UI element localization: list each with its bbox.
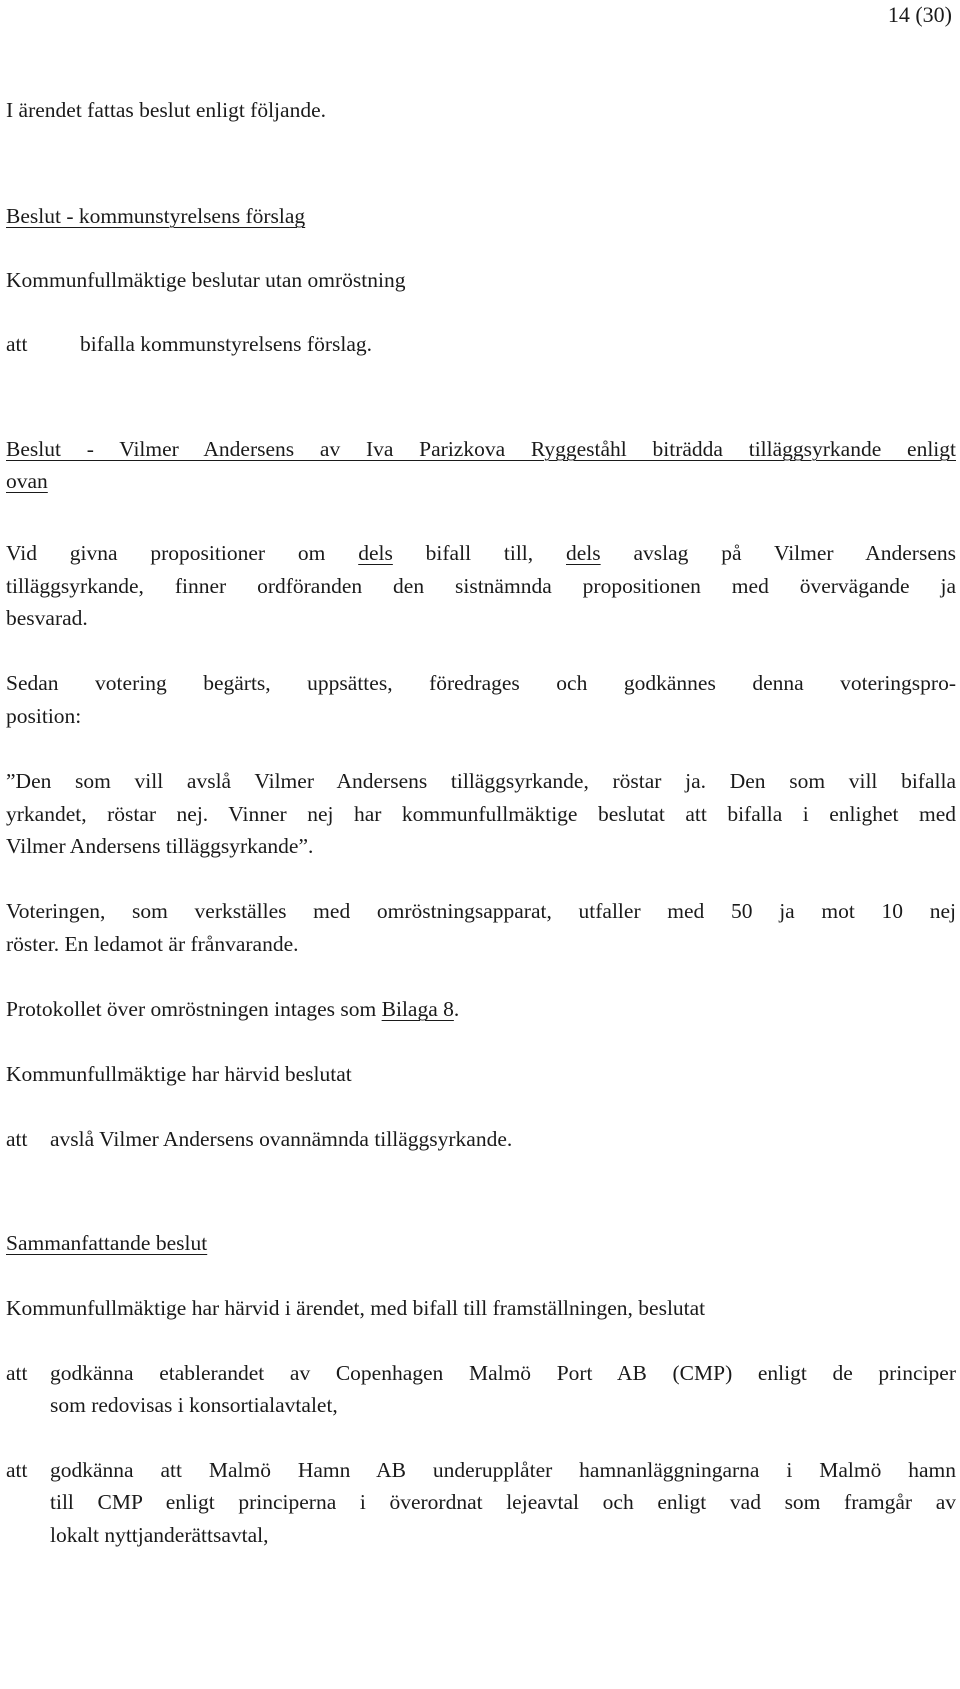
paragraph-line: röster. En ledamot är frånvarande. — [6, 932, 299, 956]
paragraph-line: position: — [6, 704, 82, 728]
page-number: 14 (30) — [887, 2, 952, 27]
paragraph-line: Vid givna propositioner om dels bifall till, dels avslag på Vilmer Andersens — [6, 541, 956, 565]
paragraph-line: Voteringen, som verkställes med omröstningsapparat, utfaller med 50 ja mot 10 nej — [6, 899, 956, 923]
att-clause: godkänna att Malmö Hamn AB underupplåter hamnanläggningarna i Malmö hamn — [50, 1458, 956, 1482]
paragraph-line: Kommunfullmäktige har härvid beslutat — [6, 1062, 352, 1086]
section-heading-kommunstyrelsens-forslag: Beslut - kommunstyrelsens förslag — [6, 204, 306, 228]
att-label: att — [6, 1458, 28, 1482]
paragraph-line: tilläggsyrkande, finner ordföranden den sistnämnda propositionen med övervägande ja — [6, 574, 956, 598]
att-clause: bifalla kommunstyrelsens förslag. — [80, 332, 372, 356]
att-clause: som redovisas i konsortialavtalet, — [50, 1393, 338, 1417]
section-heading-tillaggsyrkande-cont: ovan — [6, 469, 48, 493]
section-text: Kommunfullmäktige beslutar utan omröstning — [6, 268, 406, 292]
att-label: att — [6, 1127, 28, 1151]
quote-line: yrkandet, röstar nej. Vinner nej har kommunfullmäktige beslutat att bifalla i enlighet med — [6, 802, 956, 826]
paragraph-line: Protokollet över omröstningen intages som Bilaga 8. — [6, 997, 460, 1021]
att-clause: godkänna etablerandet av Copenhagen Malmö Port AB (CMP) enligt de principer — [50, 1361, 956, 1385]
paragraph-line: Kommunfullmäktige har härvid i ärendet, med bifall till framställningen, beslutat — [6, 1296, 706, 1320]
att-clause: till CMP enligt principerna i överordnat lejeavtal och enligt vad som framgår av — [50, 1490, 956, 1514]
section-heading-sammanfattande-beslut: Sammanfattande beslut — [6, 1231, 208, 1255]
quote-line: Vilmer Andersens tilläggsyrkande”. — [6, 834, 314, 858]
quote-line: ”Den som vill avslå Vilmer Andersens tilläggsyrkande, röstar ja. Den som vill bifalla — [6, 769, 956, 793]
paragraph-line: besvarad. — [6, 606, 88, 630]
section-heading-tillaggsyrkande: Beslut - Vilmer Andersens av Iva Parizkova Ryggeståhl biträdda tilläggsyrkande enligt — [6, 437, 956, 461]
att-clause: lokalt nyttjanderättsavtal, — [50, 1523, 269, 1547]
intro-text: I ärendet fattas beslut enligt följande. — [6, 98, 326, 122]
att-clause: avslå Vilmer Andersens ovannämnda tilläggsyrkande. — [50, 1127, 513, 1151]
att-label: att — [6, 1361, 28, 1385]
att-label: att — [6, 332, 28, 356]
bilaga-link[interactable]: Bilaga 8 — [381, 997, 454, 1021]
paragraph-line: Sedan votering begärts, uppsättes, föredrages och godkännes denna voteringspro- — [6, 671, 956, 695]
